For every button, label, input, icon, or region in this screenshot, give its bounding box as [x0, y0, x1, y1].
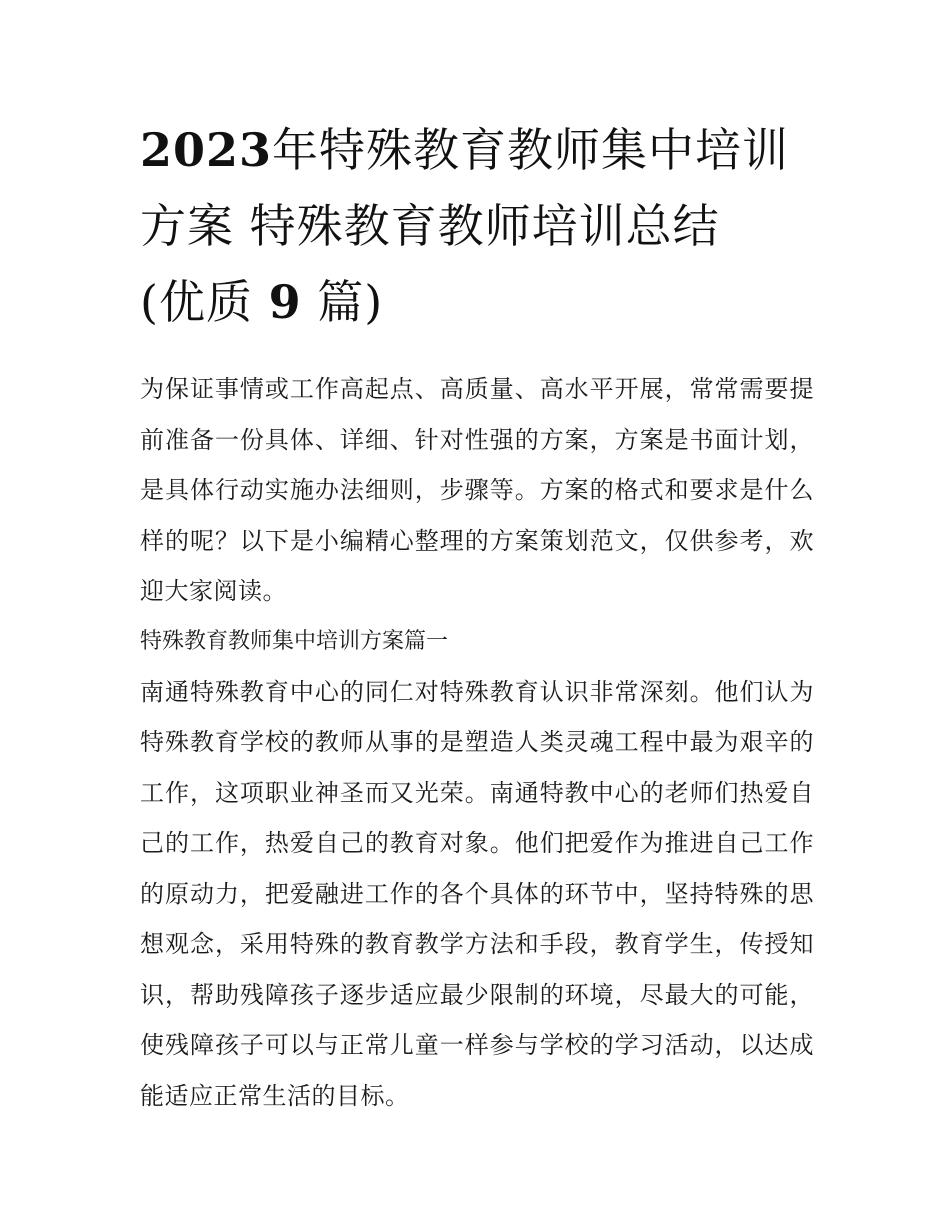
title-line-3-suffix: 篇): [301, 275, 384, 329]
title-line-2-text: 方案 特殊教育教师培训总结: [140, 199, 720, 253]
title-count: 9: [268, 275, 302, 329]
title-line-3-prefix: (优质: [140, 275, 269, 329]
section-heading: 特殊教育教师集中培训方案篇一: [140, 628, 449, 654]
title-line-3: [140, 264, 814, 340]
title-line-1: [140, 112, 814, 188]
intro-paragraph: 为保证事情或工作高起点、高质量、高水平开展，常常需要提前准备一份具体、详细、针对性强的方案，方案是书面计划，是具体行动实施办法细则，步骤等。方案的格式和要求是什么样的呢？以下是小编精心整理的方案策划范文，仅供参考，欢迎大家阅读。: [140, 375, 814, 605]
document-title: [140, 112, 814, 340]
title-line-1-text: 年特殊教育教师集中培训: [272, 123, 790, 177]
title-year: 2023: [140, 123, 273, 177]
title-line-2: [140, 188, 814, 264]
body-paragraph: 南通特殊教育中心的同仁对特殊教育认识非常深刻。他们认为特殊教育学校的教师从事的是塑造人类灵魂工程中最为艰辛的工作，这项职业神圣而又光荣。南通特教中心的老师们热爱自己的工作，热爱自己的教育对象。他们把爱作为推进自己工作的原动力，把爱融进工作的各个具体的环节中，坚持特殊的思想观念，采用特殊的教育教学方法和手段，教育学生，传授知识，帮助残障孩子逐步适应最少限制的环境，尽最大的可能，使残障孩子可以与正常儿童一样参与学校的学习活动，以达成能适应正常生活的目标。: [140, 677, 814, 1110]
